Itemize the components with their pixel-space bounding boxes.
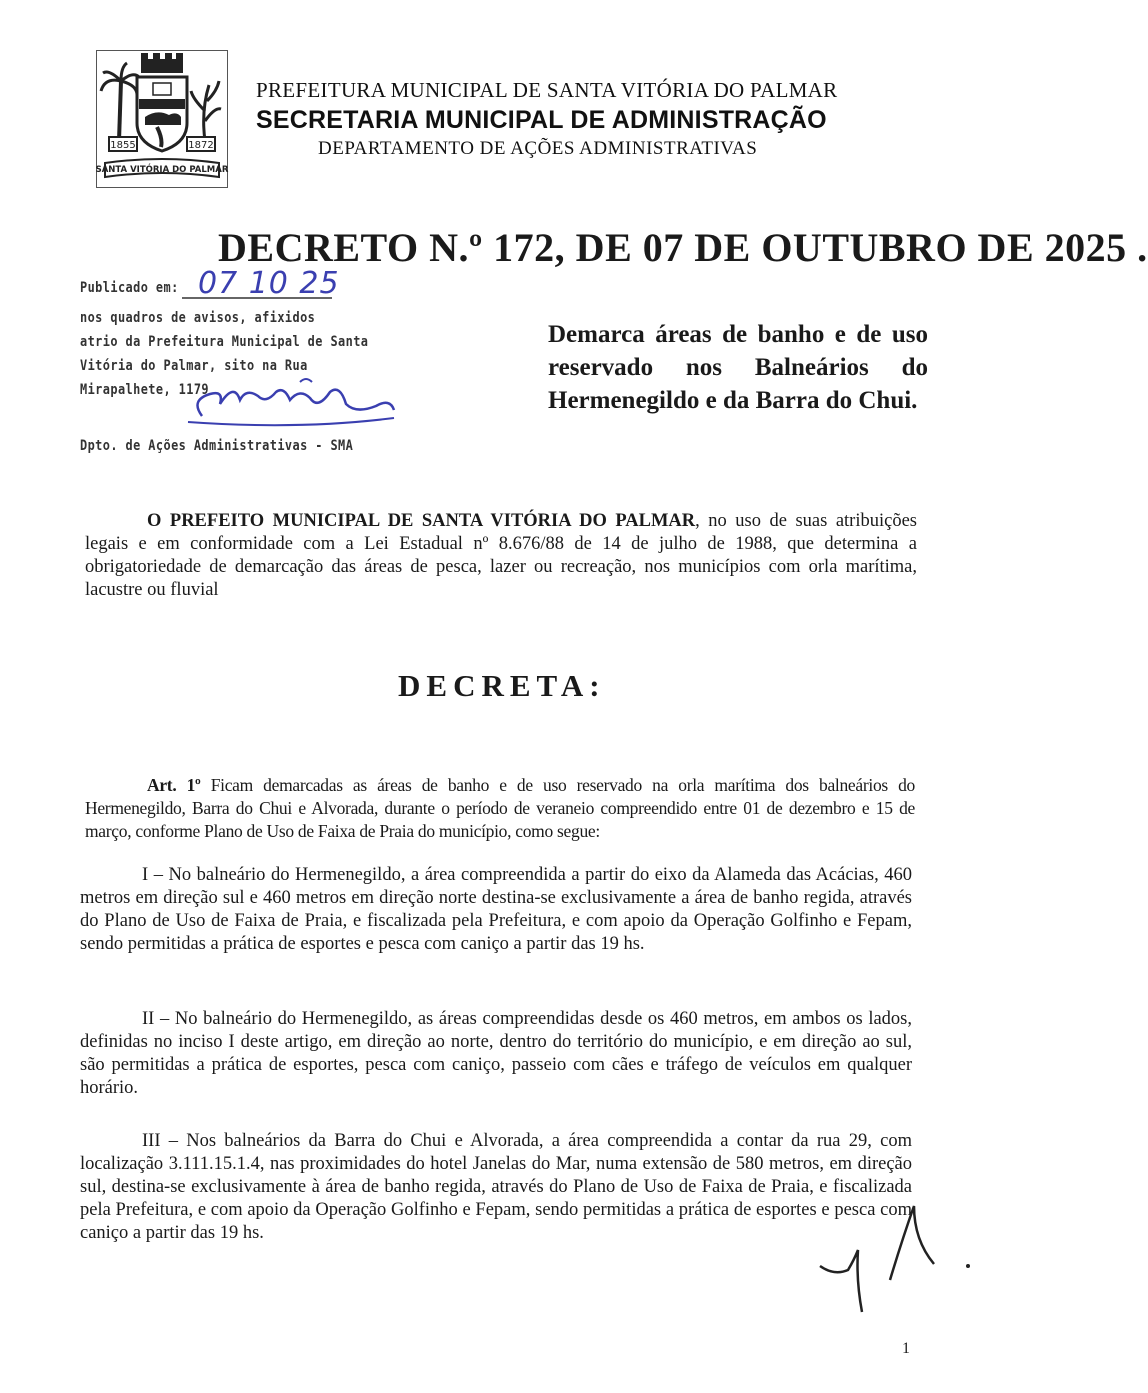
crest-year-right: 1872: [188, 140, 214, 151]
article-1-number: Art. 1º: [147, 775, 201, 795]
stamp-line-3: Vitória do Palmar, sito na Rua: [80, 358, 308, 374]
preamble-text: , no uso de suas atribuições legais e em conformidade com a Lei Estadual nº 8.676/88 de 14 de julho de 1988, que determina a obrigatoriedade de demarcação das áreas de pesca, lazer ou recreação, nos municípios com orla marítima, lacustre ou fluvial: [85, 511, 917, 600]
publication-stamp: [80, 268, 380, 458]
crest-year-left: 1855: [110, 140, 136, 151]
crest-banner-text: SANTA VITÓRIA DO PALMAR: [95, 165, 229, 175]
stamp-footer: Dpto. de Ações Administrativas - SMA: [80, 438, 354, 454]
header-department: DEPARTAMENTO DE AÇÕES ADMINISTRATIVAS: [318, 138, 758, 159]
item-ii-text: II – No balneário do Hermenegildo, as áreas compreendidas desde os 460 metros, em ambos os lados, definidas no inciso I deste artigo, em direção ao norte, dentro do território do município, e em direção ao sul, são permitidas a prática de esportes, pesca com caniço, passeio com cães e tráfego de veículos em qualquer horário.: [80, 1009, 912, 1098]
stamp-signature-icon: [180, 370, 400, 430]
rubric-signature-icon: [810, 1200, 980, 1320]
municipal-crest: [96, 50, 228, 188]
article-1-text: Ficam demarcadas as áreas de banho e de uso reservado na orla marítima dos balneários do Hermenegildo, Barra do Chui e Alvorada, durante o período de veraneio compreendido entre 01 de dezembro e 15 de março, conforme Plano de Uso de Faixa de Praia do município, como segue:: [85, 775, 915, 841]
decree-summary: Demarca áreas de banho e de uso reservado nos Balneários do Hermenegildo e da Barra do Chui.: [548, 321, 928, 414]
decreta-heading: DECRETA:: [398, 668, 606, 703]
page-number: 1: [902, 1340, 910, 1357]
article-1: [85, 774, 915, 843]
stamp-line-4: Mirapalhete, 1179: [80, 382, 210, 398]
header-secretariat: SECRETARIA MUNICIPAL DE ADMINISTRAÇÃO: [256, 106, 827, 134]
item-i: [80, 864, 912, 956]
coat-of-arms-icon: [97, 51, 227, 187]
item-iii-text: III – Nos balneários da Barra do Chui e Alvorada, a área compreendida a contar da rua 29, com localização 3.111.15.1.4, nas proximidades do hotel Janelas do Mar, numa extensão de 580 metros, em direção sul, destina-se exclusivamente à área de banho regida, através do Plano de Uso de Faixa de Praia, e fiscalizada pela Prefeitura, e com apoio da Operação Golfinho e Fepam, sendo permitidas a prática de esportes e pesca com caniço a partir das 19 hs.: [80, 1131, 912, 1243]
stamp-line-1: nos quadros de avisos, afixidos: [80, 310, 316, 326]
header-municipality: PREFEITURA MUNICIPAL DE SANTA VITÓRIA DO PALMAR: [256, 78, 838, 102]
stamp-line-2: atrio da Prefeitura Municipal de Santa: [80, 334, 369, 350]
preamble: [85, 510, 917, 602]
item-i-text: I – No balneário do Hermenegildo, a área compreendida a partir do eixo da Alameda das Acácias, 460 metros em direção sul e 460 metros em direção norte destina-se exclusivamente a área de banho regida, através do Plano de Uso de Faixa de Praia, e fiscalizada pela Prefeitura, e com apoio da Operação Golfinho e Fepam, sendo permitidas a prática de esportes e pesca com caniço a partir das 19 hs.: [80, 865, 912, 954]
stamp-date: 07 10 25: [198, 266, 340, 301]
decree-title: DECRETO N.º 172, DE 07 DE OUTUBRO DE 2025 .: [218, 225, 1148, 270]
item-iii: [80, 1130, 912, 1245]
stamp-label: Publicado em:: [80, 280, 179, 296]
preamble-lead: O PREFEITO MUNICIPAL DE SANTA VITÓRIA DO PALMAR: [147, 511, 696, 531]
item-ii: [80, 1008, 912, 1100]
